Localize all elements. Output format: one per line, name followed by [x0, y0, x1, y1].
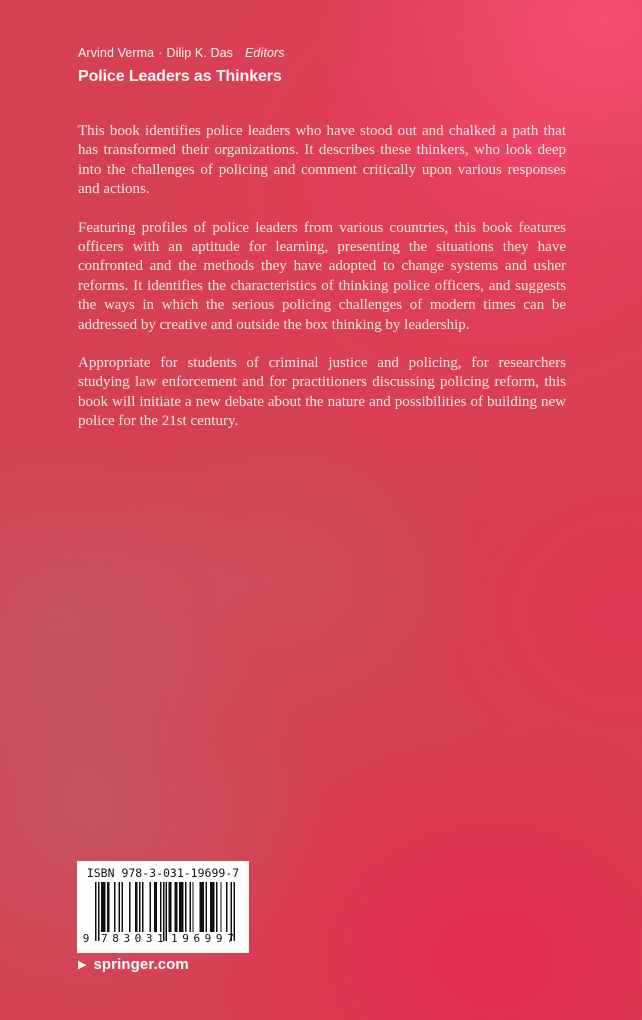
barcode-digit-first: 9 — [82, 932, 90, 945]
publisher-site-label: springer.com — [93, 956, 189, 973]
author-name: Arvind Verma — [78, 46, 155, 60]
author-name: Dilip K. Das — [166, 46, 233, 60]
back-cover-blurb — [78, 122, 566, 451]
author-line — [78, 46, 578, 61]
blurb-paragraph: This book identifies police leaders who have stood out and chalked a path that has transformed their organizations. It describes these thinkers, who look deep into the challenges of policing and comment critically upon various responses and actions. — [78, 123, 566, 198]
editors-label: Editors — [245, 46, 285, 60]
blurb-paragraph: Appropriate for students of criminal justice and policing, for researchers studying law enforcement and for practitioners discussing policing reform, this book will initiate a new debate about the nature and possibilities of building new police for the 21st century. — [78, 355, 566, 430]
author-separator: · — [158, 46, 163, 60]
isbn-label: ISBN 978-3-031-19699-7 — [86, 866, 240, 880]
barcode-digits-right: 196997 — [171, 932, 239, 945]
book-title: Police Leaders as Thinkers — [78, 68, 282, 85]
cover-header — [78, 46, 578, 86]
isbn-barcode-box — [77, 861, 249, 953]
play-arrow-icon: ▶ — [78, 959, 87, 971]
blurb-paragraph: Featuring profiles of police leaders from various countries, this book features officers with an aptitude for learning, presenting the situations they have confronted and the methods they have adopted to change systems and usher reforms. It identifies the characteristics of thinking police officers, and suggests the ways in which the serious policing challenges of modern times can be addressed by creative and outside the box thinking by leadership. — [78, 219, 566, 333]
publisher-mark — [78, 956, 189, 974]
barcode-digits-left: 783031 — [101, 932, 169, 945]
